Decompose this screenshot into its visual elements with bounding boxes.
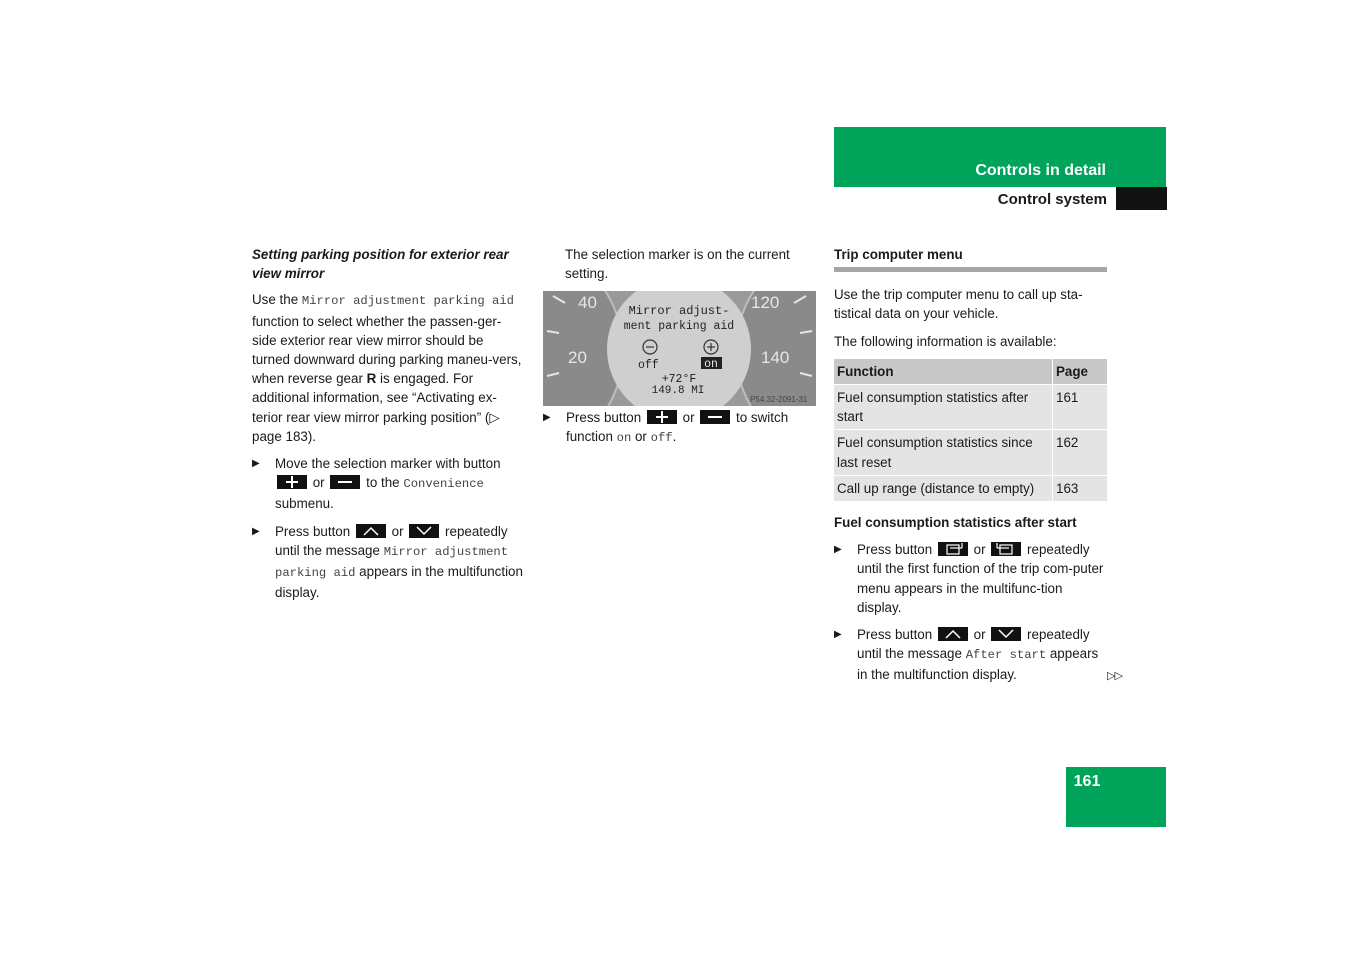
text: or <box>391 523 404 539</box>
instruction-step <box>252 522 524 603</box>
text: Move the selection marker with button <box>275 456 501 472</box>
text: repeatedly until the message <box>275 523 508 558</box>
minus-button-icon <box>700 410 730 424</box>
text: appears in the multifunction display. <box>275 564 523 601</box>
function-cell: Fuel consumption statistics after start <box>834 385 1053 430</box>
selection-marker-note: The selection marker is on the current setting. <box>565 247 790 282</box>
trip-functions-table <box>834 359 1107 501</box>
display-line-2: ment parking aid <box>623 320 735 333</box>
image-reference-code: P54.32-2091-31 <box>750 395 808 404</box>
trip-computer-heading: Trip computer menu <box>834 245 1107 272</box>
plus-button-icon <box>277 475 307 489</box>
instruction-step <box>252 454 524 514</box>
text: to switch function <box>566 410 789 445</box>
text: appears in the multifunction display. <box>857 646 1099 683</box>
mirror-function-name: Mirror adjustment parking aid <box>301 294 514 309</box>
gauge-label-120: 120 <box>751 293 780 312</box>
bullet-arrow-icon: ▶ <box>834 629 842 641</box>
multifunction-display-image <box>543 291 816 406</box>
up-button-icon <box>938 627 968 641</box>
mirror-message-text: Mirror adjustment parking aid <box>275 544 509 581</box>
column-right <box>834 245 1107 693</box>
gauge-label-20: 20 <box>568 348 587 367</box>
instruction-step <box>834 625 1107 685</box>
text: or <box>682 410 695 425</box>
continued-arrow-icon: ▷▷ <box>1107 670 1122 682</box>
bullet-arrow-icon: ▶ <box>543 412 551 423</box>
instruction-step <box>834 540 1107 617</box>
text: Use the <box>252 292 302 308</box>
table-row <box>834 475 1107 501</box>
column-header-page: Page <box>1053 359 1108 385</box>
on-setting-label: on <box>616 431 632 446</box>
display-off-label: off <box>638 359 659 372</box>
text: or <box>973 627 986 643</box>
down-button-icon <box>409 524 439 538</box>
reverse-gear-label: R <box>366 371 377 387</box>
convenience-submenu-name: Convenience <box>403 477 484 492</box>
text: or <box>312 475 325 491</box>
previous-page-button-icon <box>991 542 1021 556</box>
page-number: 161 <box>1073 773 1101 790</box>
gauge-label-140: 140 <box>761 348 790 367</box>
up-button-icon <box>356 524 386 538</box>
mirror-paragraph <box>252 290 524 446</box>
text: is engaged. For additional information, see “Activating ex-terior rear view mirror parking position” (▷ page 183). <box>252 371 500 444</box>
text: repeatedly until the first function of the trip com-puter menu appears in the multifunc-tion display. <box>857 542 1104 615</box>
table-header-row <box>834 359 1107 385</box>
bullet-arrow-icon: ▶ <box>252 525 260 537</box>
instruction-step <box>543 408 836 448</box>
available-info-paragraph: The following information is available: <box>834 333 1057 349</box>
text: Press button <box>857 542 933 558</box>
text: or <box>973 542 986 558</box>
text: to the <box>366 475 400 491</box>
page-cell: 163 <box>1053 475 1108 501</box>
page-cell: 162 <box>1053 430 1108 475</box>
header-tab-marker <box>1116 187 1167 210</box>
column-header-function: Function <box>834 359 1053 385</box>
bullet-arrow-icon: ▶ <box>252 458 260 470</box>
display-temperature: +72°F <box>661 373 697 386</box>
column-middle <box>565 245 817 291</box>
page-cell: 161 <box>1053 385 1108 430</box>
bullet-arrow-icon: ▶ <box>834 544 842 556</box>
function-cell: Call up range (distance to empty) <box>834 475 1053 501</box>
display-line-1: Mirror adjust- <box>628 304 730 318</box>
off-setting-label: off <box>650 431 673 446</box>
plus-button-icon <box>647 410 677 424</box>
section-title: Controls in detail <box>975 161 1106 179</box>
subsection-title: Control system <box>997 191 1107 208</box>
after-start-message: After start <box>965 648 1047 663</box>
page-number-tab <box>1066 767 1166 827</box>
header-banner <box>834 127 1166 187</box>
mirror-section-heading: Setting parking position for exterior rear view mirror <box>252 247 509 282</box>
display-odometer: 149.8 MI <box>651 385 705 397</box>
table-row <box>834 430 1107 475</box>
down-button-icon <box>991 627 1021 641</box>
text: submenu. <box>275 496 334 512</box>
display-on-label: on <box>704 358 718 371</box>
next-page-button-icon <box>938 542 968 556</box>
text: function to select whether the passen-ger-side exterior rear view mirror should be turned downward during parking maneu-vers, when reverse gear <box>252 313 522 387</box>
text: Press button <box>275 523 351 539</box>
text: Press button <box>857 627 933 643</box>
text: or <box>631 429 651 445</box>
column-left <box>252 245 524 610</box>
trip-intro-paragraph: Use the trip computer menu to call up sta-tistical data on your vehicle. <box>834 287 1083 322</box>
text: . <box>672 429 677 445</box>
table-row <box>834 385 1107 430</box>
function-cell: Fuel consumption statistics since last reset <box>834 430 1053 475</box>
minus-button-icon <box>330 475 360 489</box>
fuel-stats-subheading: Fuel consumption statistics after start <box>834 515 1077 531</box>
text: Press button <box>566 410 642 425</box>
text: repeatedly until the message <box>857 627 1090 662</box>
gauge-label-40: 40 <box>578 293 597 312</box>
